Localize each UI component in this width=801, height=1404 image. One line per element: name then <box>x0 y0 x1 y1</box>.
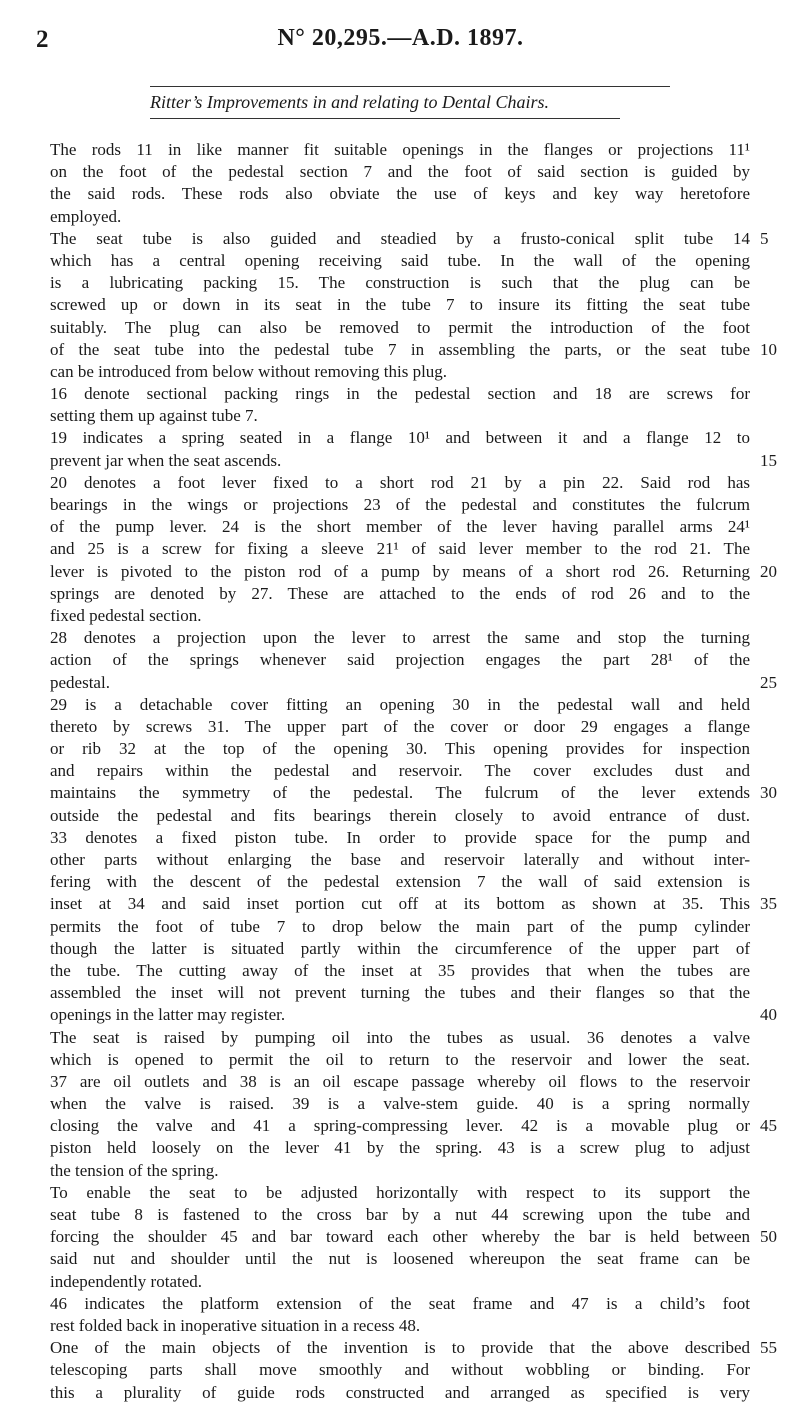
running-title: Ritter’s Improvements in and relating to Dental Chairs. <box>150 92 549 112</box>
text-line <box>50 161 750 183</box>
text-line-content: piston held loosely on the lever 41 by the spring. 43 is a screw plug to adjust <box>50 1138 750 1158</box>
text-line <box>50 627 750 649</box>
text-line <box>50 1071 750 1093</box>
text-line <box>50 938 750 960</box>
text-line-content: lever is pivoted to the piston rod of a pump by means of a short rod 26. Returning <box>50 561 750 581</box>
text-line-content: 16 denote sectional packing rings in the pedestal section and 18 are screws for <box>50 384 750 404</box>
text-line <box>50 782 777 804</box>
text-line-content: the tension of the spring. <box>50 1160 219 1180</box>
text-line <box>50 1382 750 1404</box>
margin-line-number: 25 <box>760 672 777 692</box>
text-line-content: and repairs within the pedestal and reservoir. The cover excludes dust and <box>50 761 750 781</box>
text-line-content: thereto by screws 31. The upper part of the cover or door 29 engages a flange <box>50 716 750 736</box>
text-line <box>50 1160 750 1182</box>
text-line-content: prevent jar when the seat ascends. <box>50 450 282 470</box>
text-line-content: or rib 32 at the top of the opening 30. This opening provides for inspection <box>50 739 750 759</box>
text-line <box>50 1271 750 1293</box>
text-line-content: though the latter is situated partly within the circumference of the upper part of <box>50 938 750 958</box>
text-line <box>50 916 750 938</box>
text-line-content: screwed up or down in its seat in the tube 7 to insure its fitting the seat tube <box>50 295 750 315</box>
text-line-content: One of the main objects of the invention is to provide that the above described <box>50 1338 750 1358</box>
text-line <box>50 361 750 383</box>
text-line-content: this a plurality of guide rods constructed and arranged as specified is very <box>50 1382 750 1402</box>
text-line-content: openings in the latter may register. <box>50 1005 286 1025</box>
text-line-content: inset at 34 and said inset portion cut off at its bottom as shown at 35. This <box>50 894 750 914</box>
text-line-content: springs are denoted by 27. These are attached to the ends of rod 26 and to the <box>50 583 750 603</box>
text-line <box>50 1093 750 1115</box>
page-number: 2 <box>36 26 49 53</box>
text-line-content: is a lubricating packing 15. The construction is such that the plug can be <box>50 273 750 293</box>
text-line <box>50 893 777 915</box>
text-line <box>50 494 750 516</box>
text-line-content: 29 is a detachable cover fitting an opening 30 in the pedestal wall and held <box>50 694 750 714</box>
text-line <box>50 716 750 738</box>
text-line <box>50 1027 750 1049</box>
text-line-content: independently rotated. <box>50 1271 203 1291</box>
text-line <box>50 339 777 361</box>
text-line <box>50 1337 777 1359</box>
text-line-content: forcing the shoulder 45 and bar toward each other whereby the bar is held between <box>50 1227 750 1247</box>
text-line <box>50 1137 750 1159</box>
body-text <box>50 139 777 1404</box>
text-line-content: 20 denotes a foot lever fixed to a short rod 21 by a pin 22. Said rod has <box>50 472 750 492</box>
text-line-content: which is opened to permit the oil to return to the reservoir and lower the seat. <box>50 1049 750 1069</box>
margin-line-number: 5 <box>760 228 769 248</box>
text-line <box>50 672 777 694</box>
text-line-content: suitably. The plug can also be removed to permit the introduction of the foot <box>50 317 750 337</box>
text-line <box>50 849 750 871</box>
text-line <box>50 427 750 449</box>
text-line-content: rest folded back in inoperative situation in a recess 48. <box>50 1315 421 1335</box>
text-line-content: 28 denotes a projection upon the lever to arrest the same and stop the turning <box>50 628 750 648</box>
text-line <box>50 871 750 893</box>
text-line <box>50 649 750 671</box>
text-line-content: on the foot of the pedestal section 7 and the foot of said section is guided by <box>50 162 750 182</box>
text-line <box>50 805 750 827</box>
text-line <box>50 583 750 605</box>
text-line <box>50 294 750 316</box>
text-line-content: other parts without enlarging the base and reservoir laterally and without inter- <box>50 850 750 869</box>
text-line-content: 37 are oil outlets and 38 is an oil escape passage whereby oil flows to the reservoir <box>50 1071 750 1091</box>
text-line-content: 19 indicates a spring seated in a flange 10¹ and between it and a flange 12 to <box>50 428 750 448</box>
text-line <box>50 960 750 982</box>
text-line <box>50 250 750 272</box>
text-line-content: fixed pedestal section. <box>50 605 202 625</box>
text-line-content: of the seat tube into the pedestal tube 7 in assembling the parts, or the seat tube <box>50 339 750 359</box>
text-line <box>50 538 750 560</box>
text-line <box>50 982 750 1004</box>
text-line-content: pedestal. <box>50 672 110 692</box>
text-line-content: fering with the descent of the pedestal extension 7 the wall of said extension is <box>50 872 750 892</box>
text-line <box>50 760 750 782</box>
text-line <box>50 450 777 472</box>
text-line <box>50 827 750 849</box>
header-rule-top <box>150 86 670 87</box>
margin-line-number: 40 <box>760 1005 777 1025</box>
text-line <box>50 1226 777 1248</box>
margin-line-number: 10 <box>760 339 777 359</box>
text-line-content: assembled the inset will not prevent turning the tubes and their flanges so that the <box>50 983 750 1003</box>
text-line-content: 33 denotes a fixed piston tube. In order to provide space for the pump and <box>50 827 750 847</box>
text-line <box>50 183 750 205</box>
text-line-content: The seat is raised by pumping oil into the tubes as usual. 36 denotes a valve <box>50 1027 750 1047</box>
margin-line-number: 55 <box>760 1338 777 1358</box>
text-line <box>50 206 750 228</box>
text-line-content: 46 indicates the platform extension of the seat frame and 47 is a child’s foot <box>50 1293 750 1313</box>
margin-line-number: 35 <box>760 894 777 914</box>
text-line-content: setting them up against tube 7. <box>50 406 258 426</box>
text-line <box>50 317 750 339</box>
text-line <box>50 1293 750 1315</box>
text-line-content: of the pump lever. 24 is the short member of the lever having parallel arms 24¹ <box>50 517 750 537</box>
text-line-content: The rods 11 in like manner fit suitable openings in the flanges or projections 11¹ <box>50 140 750 159</box>
text-line-content: telescoping parts shall move smoothly and without wobbling or binding. For <box>50 1360 750 1380</box>
text-line-content: The seat tube is also guided and steadied by a frusto-conical split tube 14 <box>50 228 750 248</box>
text-line-content: action of the springs whenever said projection engages the part 28¹ of the <box>50 650 750 670</box>
margin-line-number: 45 <box>760 1116 777 1136</box>
text-line <box>50 472 750 494</box>
text-line-content: when the valve is raised. 39 is a valve-stem guide. 40 is a spring normally <box>50 1094 750 1114</box>
margin-line-number: 15 <box>760 450 777 470</box>
text-line <box>50 1204 750 1226</box>
text-line <box>50 694 750 716</box>
text-line <box>50 605 750 627</box>
text-line-content: the said rods. These rods also obviate the use of keys and key way heretofore <box>50 184 750 204</box>
text-line-content: said nut and shoulder until the nut is loosened whereupon the seat frame can be <box>50 1249 750 1269</box>
text-line-content: can be introduced from below without removing this plug. <box>50 361 448 381</box>
patent-number: N° 20,295.—A.D. 1897. <box>277 25 524 51</box>
text-line <box>50 1315 750 1337</box>
text-line <box>50 1248 750 1270</box>
text-line-content: employed. <box>50 206 122 226</box>
margin-line-number: 50 <box>760 1227 777 1247</box>
text-line <box>50 516 750 538</box>
text-line-content: permits the foot of tube 7 to drop below the main part of the pump cylinder <box>50 916 750 936</box>
margin-line-number: 20 <box>760 561 777 581</box>
text-line-content: which has a central opening receiving said tube. In the wall of the opening <box>50 250 750 270</box>
text-line-content: and 25 is a screw for fixing a sleeve 21¹ of said lever member to the rod 21. The <box>50 539 750 559</box>
header-rule-bottom <box>150 118 620 119</box>
text-line <box>50 1182 750 1204</box>
text-line <box>50 1359 750 1381</box>
text-line <box>50 738 750 760</box>
text-line <box>50 405 750 427</box>
text-line-content: closing the valve and 41 a spring-compressing lever. 42 is a movable plug or <box>50 1116 750 1136</box>
text-line-content: outside the pedestal and fits bearings therein closely to avoid entrance of dust. <box>50 805 750 825</box>
text-line <box>50 383 750 405</box>
text-line <box>50 1004 777 1026</box>
text-line <box>50 561 777 583</box>
text-line <box>50 1115 777 1137</box>
text-line <box>50 272 750 294</box>
text-line <box>50 1049 750 1071</box>
text-line <box>50 228 769 250</box>
text-line <box>50 139 750 161</box>
text-line-content: maintains the symmetry of the pedestal. The fulcrum of the lever extends <box>50 783 750 803</box>
text-line-content: the tube. The cutting away of the inset at 35 provides that when the tubes are <box>50 960 750 980</box>
text-line-content: bearings in the wings or projections 23 of the pedestal and constitutes the fulcrum <box>50 495 750 514</box>
text-line-content: seat tube 8 is fastened to the cross bar by a nut 44 screwing upon the tube and <box>50 1205 750 1224</box>
margin-line-number: 30 <box>760 783 777 803</box>
text-line-content: To enable the seat to be adjusted horizontally with respect to its support the <box>50 1182 750 1202</box>
